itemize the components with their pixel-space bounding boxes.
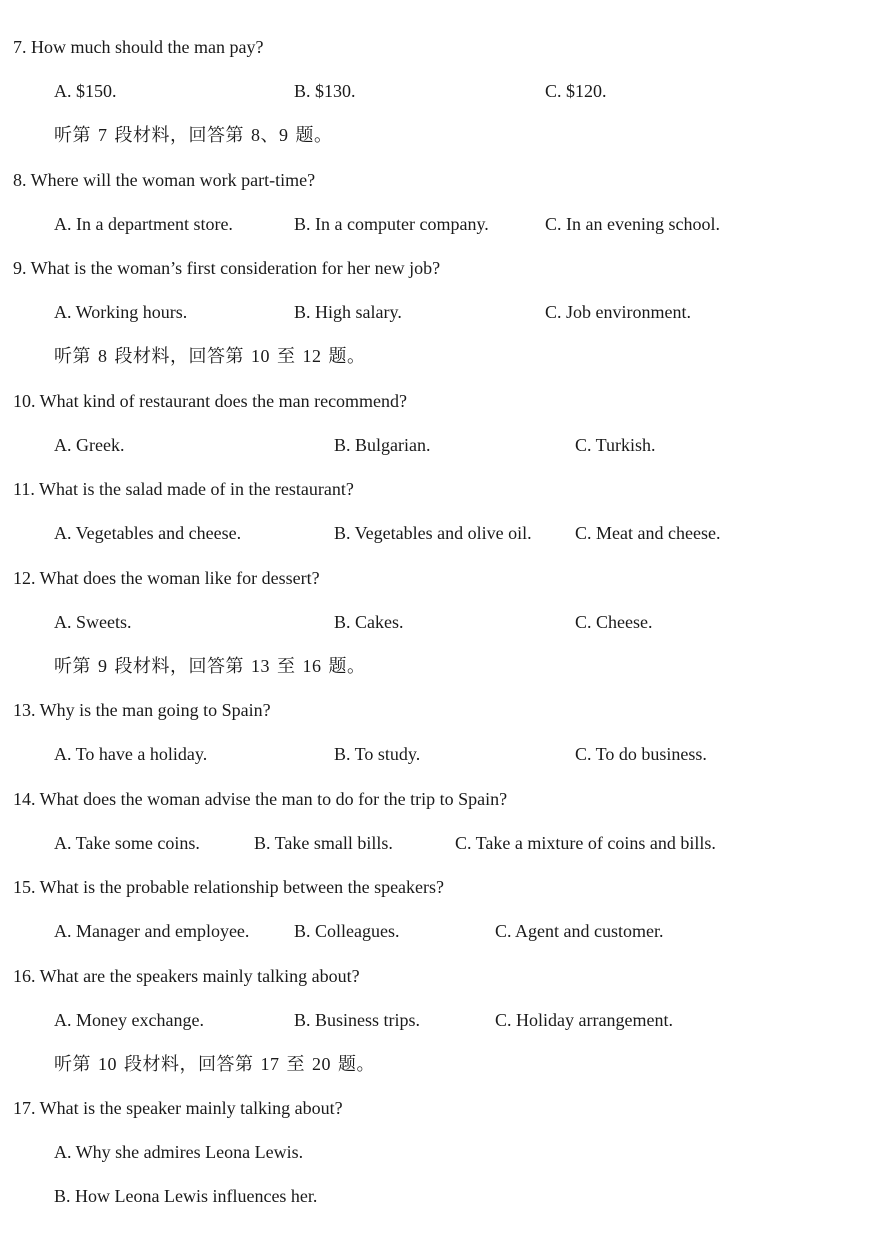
question-11-option-b: B. Vegetables and olive oil. — [334, 523, 532, 543]
question-13-option-b: B. To study. — [334, 744, 421, 764]
question-14: 14. What does the woman advise the man to do for the trip to Spain? — [13, 789, 508, 809]
question-16-option-c: C. Holiday arrangement. — [495, 1010, 673, 1030]
question-11-option-c: C. Meat and cheese. — [575, 523, 721, 543]
question-14-option-a: A. Take some coins. — [54, 833, 200, 853]
question-8: 8. Where will the woman work part-time? — [13, 170, 316, 190]
question-13-option-c: C. To do business. — [575, 744, 707, 764]
section-instruction-7: 听第 7 段材料，回答第 8、9 题。 — [54, 125, 333, 145]
question-16-option-a: A. Money exchange. — [54, 1010, 204, 1030]
question-10: 10. What kind of restaurant does the man recommend? — [13, 391, 408, 411]
question-7-option-c: C. $120. — [545, 81, 607, 101]
question-14-option-b: B. Take small bills. — [254, 833, 393, 853]
question-7-option-b: B. $130. — [294, 81, 356, 101]
question-9: 9. What is the woman’s first consideration for her new job? — [13, 258, 441, 278]
question-10-option-a: A. Greek. — [54, 435, 125, 455]
question-10-option-c: C. Turkish. — [575, 435, 656, 455]
question-11-option-a: A. Vegetables and cheese. — [54, 523, 242, 543]
question-17-option-b: B. How Leona Lewis influences her. — [54, 1186, 318, 1206]
question-8-option-b: B. In a computer company. — [294, 214, 489, 234]
question-11: 11. What is the salad made of in the restaurant? — [13, 479, 354, 499]
section-instruction-9: 听第 9 段材料，回答第 13 至 16 题。 — [54, 656, 366, 676]
question-16: 16. What are the speakers mainly talking about? — [13, 966, 360, 986]
question-15: 15. What is the probable relationship between the speakers? — [13, 877, 445, 897]
question-12-option-b: B. Cakes. — [334, 612, 404, 632]
question-7-option-a: A. $150. — [54, 81, 117, 101]
question-10-option-b: B. Bulgarian. — [334, 435, 431, 455]
question-14-option-c: C. Take a mixture of coins and bills. — [455, 833, 716, 853]
question-16-option-b: B. Business trips. — [294, 1010, 421, 1030]
section-instruction-10: 听第 10 段材料，回答第 17 至 20 题。 — [54, 1054, 375, 1074]
question-9-option-b: B. High salary. — [294, 302, 402, 322]
question-7: 7. How much should the man pay? — [13, 37, 264, 57]
question-13: 13. Why is the man going to Spain? — [13, 700, 271, 720]
question-15-option-b: B. Colleagues. — [294, 921, 400, 941]
question-8-option-c: C. In an evening school. — [545, 214, 720, 234]
question-17: 17. What is the speaker mainly talking about? — [13, 1098, 343, 1118]
question-12-option-c: C. Cheese. — [575, 612, 653, 632]
question-17-option-a: A. Why she admires Leona Lewis. — [54, 1142, 304, 1162]
question-9-option-c: C. Job environment. — [545, 302, 691, 322]
question-15-option-c: C. Agent and customer. — [495, 921, 664, 941]
question-9-option-a: A. Working hours. — [54, 302, 188, 322]
question-8-option-a: A. In a department store. — [54, 214, 233, 234]
question-12: 12. What does the woman like for dessert? — [13, 568, 320, 588]
question-12-option-a: A. Sweets. — [54, 612, 132, 632]
question-13-option-a: A. To have a holiday. — [54, 744, 208, 764]
section-instruction-8: 听第 8 段材料，回答第 10 至 12 题。 — [54, 346, 366, 366]
question-15-option-a: A. Manager and employee. — [54, 921, 250, 941]
